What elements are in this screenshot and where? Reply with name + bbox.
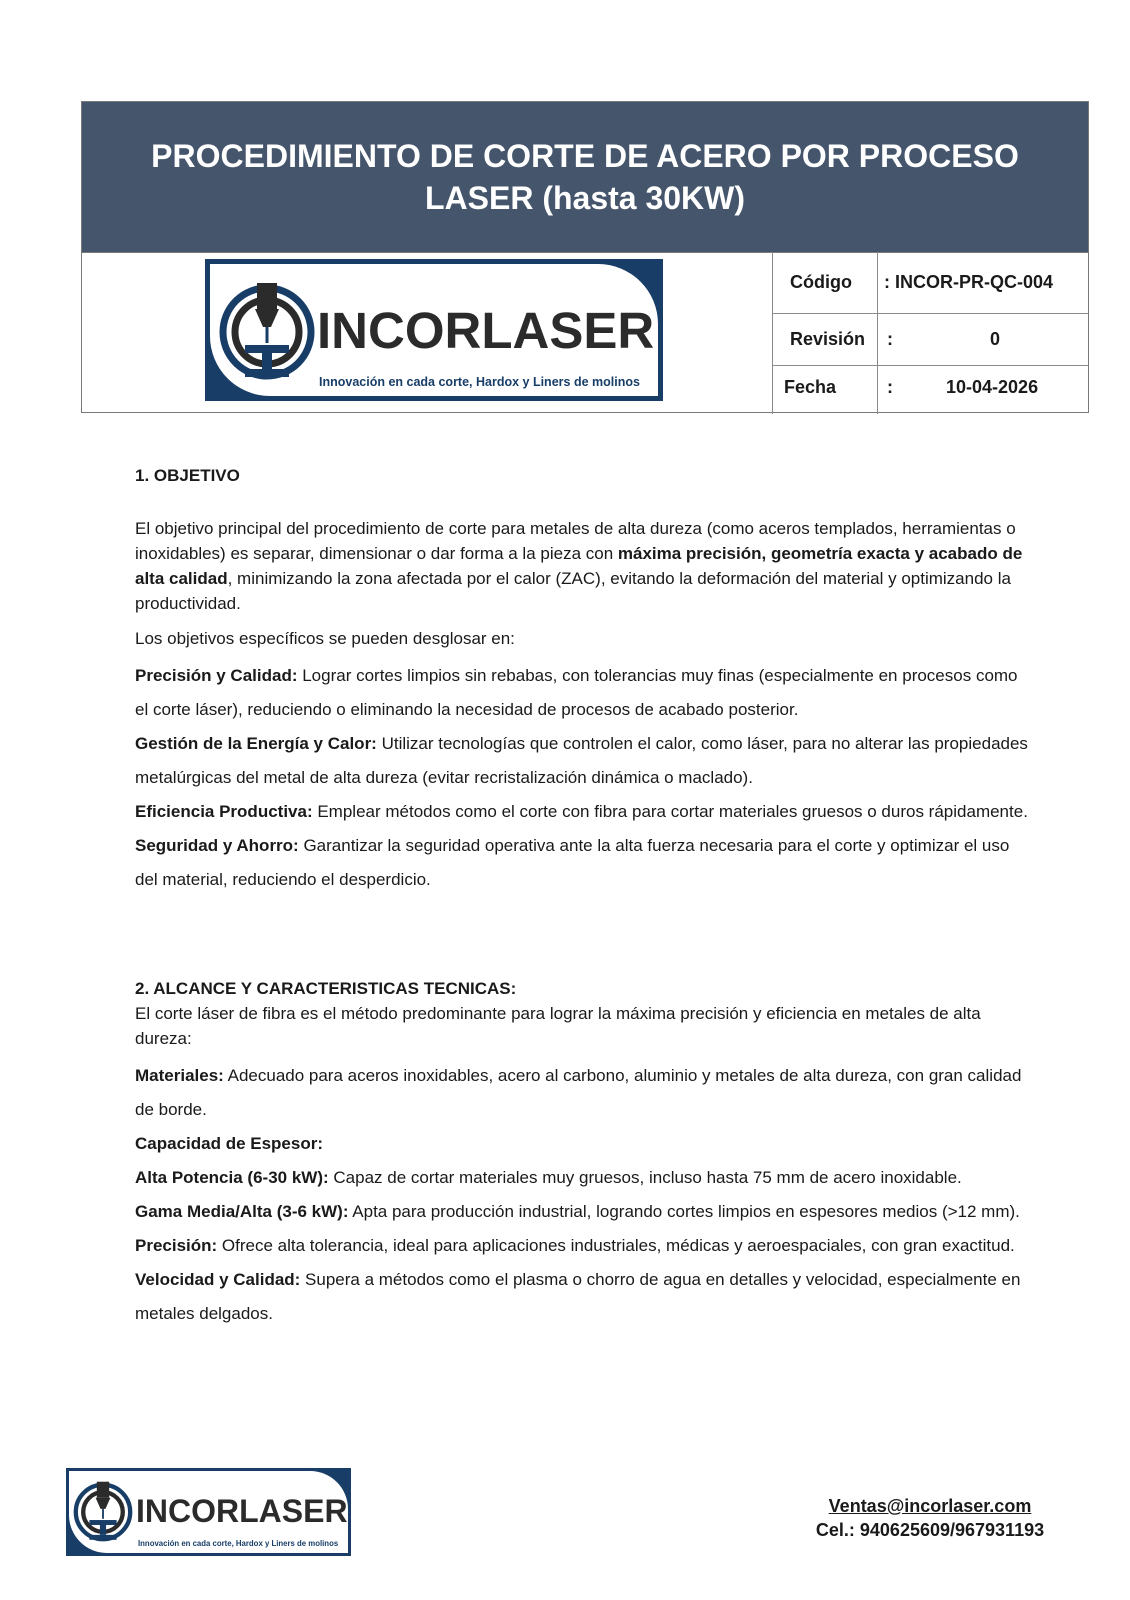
document-title-band (82, 102, 1088, 253)
capacidad-heading (135, 1127, 1035, 1161)
logo-brand-name: INCORLASER (317, 302, 655, 359)
materiales-label: Materiales: (135, 1066, 224, 1085)
objetivo-item-text: Emplear métodos como el corte con fibra para cortar materiales gruesos o duros rápidamente. (312, 802, 1028, 821)
fecha-value: 10-04-2026 (946, 377, 1039, 397)
objetivo-intro-text-b: , minimizando la zona afectada por el calor (ZAC), evitando la deformación del material y optimizando la productividad. (135, 569, 1011, 613)
alcance-item-label: Alta Potencia (6-30 kW): (135, 1168, 329, 1187)
capacidad-label: Capacidad de Espesor: (135, 1134, 324, 1153)
objetivo-intro (135, 516, 1035, 616)
alcance-item-label: Gama Media/Alta (3-6 kW): (135, 1202, 349, 1221)
objetivo-item-label: Eficiencia Productiva: (135, 802, 313, 821)
section-2-heading: 2. ALCANCE Y CARACTERISTICAS TECNICAS: (135, 979, 517, 998)
objetivo-item-label: Gestión de la Energía y Calor: (135, 734, 377, 753)
objetivo-item (135, 795, 1035, 829)
objetivo-item-text: Garantizar la seguridad operativa ante la alta fuerza necesaria para el corte y optimizar el uso del material, reduciendo el desperdicio. (135, 836, 1010, 889)
objetivo-intro-bold: máxima precisión, geometría exacta y acabado de alta calidad (135, 544, 1023, 588)
alcance-intro: El corte láser de fibra es el método predominante para lograr la máxima precisión y eficiencia en metales de alta dureza: (135, 1004, 981, 1048)
document-header-table (81, 101, 1089, 413)
revision-label: Revisión (790, 329, 866, 349)
alcance-item-text: Supera a métodos como el plasma o chorro de agua en detalles y velocidad, especialmente en metales delgados. (135, 1270, 1021, 1323)
alcance-item-text: Ofrece alta tolerancia, ideal para aplicaciones industriales, médicas y aeroespaciales, con gran exactitud. (217, 1236, 1015, 1255)
title-line-2: LASER (hasta 30KW) (424, 180, 746, 216)
laser-head-icon (217, 277, 317, 387)
alcance-materiales (135, 1059, 1035, 1127)
meta-row-revision (772, 313, 1088, 366)
meta-row-fecha (772, 365, 1088, 414)
footer-logo (66, 1468, 351, 1556)
objetivo-item-text: Lograr cortes limpios sin rebabas, con tolerancias muy finas (especialmente en procesos como el corte láser), reduciendo o eliminando la necesidad de procesos de acabado posterior. (135, 666, 1018, 719)
codigo-label: Código (790, 272, 852, 292)
header-logo-cell (82, 252, 773, 414)
alcance-item-text: Capaz de cortar materiales muy gruesos, incluso hasta 75 mm de acero inoxidable. (328, 1168, 962, 1187)
footer-contact (780, 1494, 1080, 1542)
alcance-item-label: Velocidad y Calidad: (135, 1270, 301, 1289)
revision-separator: : (887, 329, 893, 349)
document-title (105, 135, 1065, 219)
section-alcance (135, 976, 1035, 1331)
meta-row-codigo (772, 252, 1088, 314)
company-logo (205, 259, 663, 401)
revision-value: 0 (990, 329, 1001, 349)
objetivo-intro-text-a: El objetivo principal del procedimiento de corte para metales de alta dureza (como aceros templados, herramientas o inoxidables) es separar, dimensionar o dar forma a la pieza con (135, 519, 1016, 563)
objetivo-item-label: Seguridad y Ahorro: (135, 836, 299, 855)
alcance-item (135, 1229, 1035, 1263)
objetivo-item (135, 659, 1035, 727)
alcance-item (135, 1161, 1035, 1195)
section-objetivo (135, 463, 1035, 897)
fecha-separator: : (887, 377, 893, 397)
footer-logo-tagline: Innovación en cada corte, Hardox y Liners de molinos (138, 1539, 339, 1548)
fecha-label: Fecha (784, 377, 837, 397)
footer-logo-brand-name: INCORLASER (136, 1493, 348, 1529)
alcance-item (135, 1195, 1035, 1229)
materiales-text: Adecuado para aceros inoxidables, acero al carbono, aluminio y metales de alta dureza, con gran calidad de borde. (135, 1066, 1022, 1119)
footer-email-link[interactable]: Ventas@incorlaser.com (828, 1496, 1032, 1516)
objetivo-item (135, 727, 1035, 795)
document-meta (772, 252, 1088, 414)
title-line-1: PROCEDIMIENTO DE CORTE DE ACERO POR PROCESO (151, 138, 1019, 174)
alcance-item-label: Precisión: (135, 1236, 218, 1255)
footer-laser-head-icon (72, 1478, 134, 1546)
alcance-item (135, 1263, 1035, 1331)
objetivo-item-label: Precisión y Calidad: (135, 666, 298, 685)
footer-phone: Cel.: 940625609/967931193 (815, 1520, 1045, 1540)
codigo-value: : INCOR-PR-QC-004 (884, 272, 1054, 292)
objetivo-sub-intro: Los objetivos específicos se pueden desglosar en: (135, 629, 515, 648)
alcance-item-text: Apta para producción industrial, logrando cortes limpios en espesores medios (>12 mm). (348, 1202, 1020, 1221)
section-1-heading: 1. OBJETIVO (135, 466, 240, 485)
logo-tagline: Innovación en cada corte, Hardox y Liners de molinos (319, 375, 640, 389)
objetivo-item (135, 829, 1035, 897)
objetivo-item-text: Utilizar tecnologías que controlen el calor, como láser, para no alterar las propiedades metalúrgicas del metal de alta dureza (evitar recristalización dinámica o maclado). (135, 734, 1028, 787)
